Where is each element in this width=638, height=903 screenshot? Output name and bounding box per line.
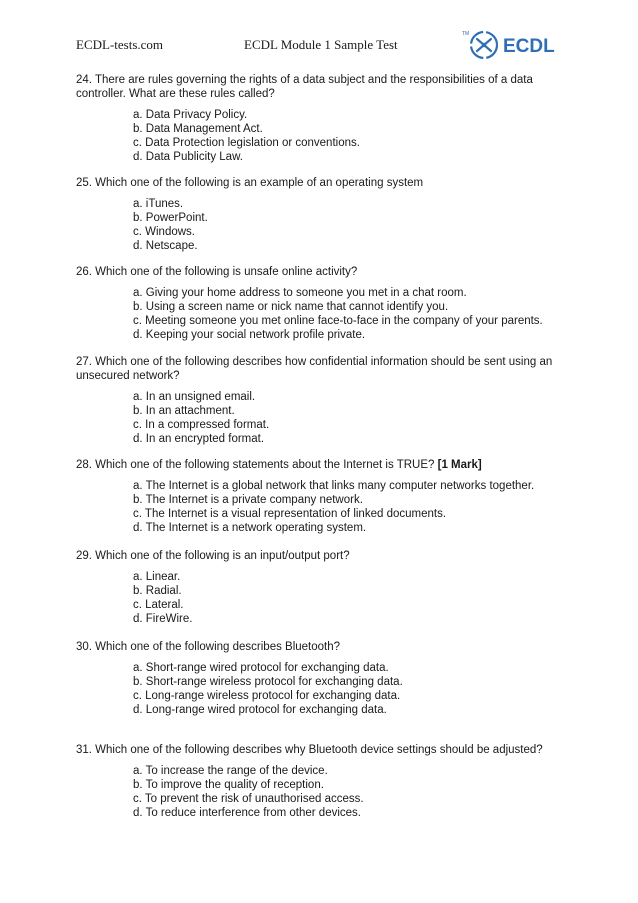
- answer-option: a. Giving your home address to someone you met in a chat room.: [133, 287, 467, 299]
- question-25: [76, 176, 576, 253]
- answer-options: [133, 197, 576, 253]
- question-29: [76, 549, 576, 626]
- question-text: [76, 355, 576, 383]
- answer-options: [133, 479, 576, 535]
- question-text: [76, 640, 576, 654]
- answer-option: a. Data Privacy Policy.: [133, 109, 248, 121]
- answer-option: b. In an attachment.: [133, 405, 235, 417]
- question-list: [76, 73, 576, 820]
- answer-option: d. To reduce interference from other devices.: [133, 807, 361, 819]
- answer-option: d. In an encrypted format.: [133, 433, 265, 445]
- question-text-body: 31. Which one of the following describes why Bluetooth device settings should be adjusted?: [76, 744, 543, 756]
- answer-option: a. iTunes.: [133, 198, 184, 210]
- answer-option: b. The Internet is a private company network.: [133, 494, 363, 506]
- question-31: [76, 743, 576, 820]
- answer-option: c. To prevent the risk of unauthorised access.: [133, 793, 364, 805]
- question-text-body: 25. Which one of the following is an example of an operating system: [76, 177, 424, 189]
- answer-options: [133, 661, 576, 717]
- question-text: [76, 743, 576, 757]
- answer-option: b. PowerPoint.: [133, 212, 208, 224]
- answer-option: c. Windows.: [133, 226, 195, 238]
- answer-option: c. Data Protection legislation or conventions.: [133, 137, 360, 149]
- question-text-body: 28. Which one of the following statements about the Internet is TRUE?: [76, 459, 438, 471]
- question-30: [76, 640, 576, 717]
- answer-option: c. In a compressed format.: [133, 419, 270, 431]
- answer-options: [133, 764, 576, 820]
- answer-options: [133, 390, 576, 446]
- answer-option: d. The Internet is a network operating system.: [133, 522, 367, 534]
- answer-option: d. Data Publicity Law.: [133, 151, 243, 163]
- question-text-body: 24. There are rules governing the rights of a data subject and the responsibilities of a data controller. What are these rules called?: [76, 74, 533, 100]
- answer-options: [133, 570, 576, 626]
- answer-option: b. Data Management Act.: [133, 123, 263, 135]
- question-text: [76, 176, 576, 190]
- answer-option: b. To improve the quality of reception.: [133, 779, 324, 791]
- header-title: ECDL Module 1 Sample Test: [244, 37, 398, 52]
- answer-option: d. Long-range wired protocol for exchanging data.: [133, 704, 387, 716]
- answer-option: a. In an unsigned email.: [133, 391, 256, 403]
- answer-option: b. Using a screen name or nick name that cannot identify you.: [133, 301, 449, 313]
- question-text: [76, 458, 576, 472]
- answer-option: a. Short-range wired protocol for exchanging data.: [133, 662, 389, 674]
- question-text: [76, 265, 576, 279]
- answer-option: a. The Internet is a global network that links many computer networks together.: [133, 480, 535, 492]
- logo-text: ECDL: [503, 36, 555, 57]
- logo-tm: TM: [462, 31, 470, 37]
- answer-options: [133, 108, 576, 164]
- question-26: [76, 265, 576, 342]
- answer-option: c. Lateral.: [133, 599, 184, 611]
- question-text: [76, 549, 576, 563]
- answer-option: c. Meeting someone you met online face-to-face in the company of your parents.: [133, 315, 543, 327]
- question-28: [76, 458, 576, 535]
- answer-option: c. Long-range wireless protocol for exchanging data.: [133, 690, 401, 702]
- question-27: [76, 355, 576, 446]
- answer-option: a. To increase the range of the device.: [133, 765, 328, 777]
- question-text-body: 26. Which one of the following is unsafe online activity?: [76, 266, 358, 278]
- ecdl-logo: [462, 26, 572, 64]
- answer-option: d. Keeping your social network profile private.: [133, 329, 366, 341]
- question-text: [76, 73, 576, 101]
- answer-options: [133, 286, 576, 342]
- answer-option: b. Radial.: [133, 585, 182, 597]
- question-text-body: 27. Which one of the following describes how confidential information should be sent using an unsecured network?: [76, 356, 553, 382]
- ecdl-logo-graphic: [462, 26, 572, 64]
- header-site: ECDL-tests.com: [76, 37, 164, 52]
- question-text-body: 30. Which one of the following describes Bluetooth?: [76, 641, 341, 653]
- answer-option: a. Linear.: [133, 571, 181, 583]
- question-text-body: 29. Which one of the following is an input/output port?: [76, 550, 350, 562]
- answer-option: d. Netscape.: [133, 240, 198, 252]
- question-24: [76, 73, 576, 164]
- answer-option: c. The Internet is a visual representation of linked documents.: [133, 508, 447, 520]
- answer-option: b. Short-range wireless protocol for exchanging data.: [133, 676, 403, 688]
- question-mark-note: [1 Mark]: [437, 459, 482, 471]
- answer-option: d. FireWire.: [133, 613, 193, 625]
